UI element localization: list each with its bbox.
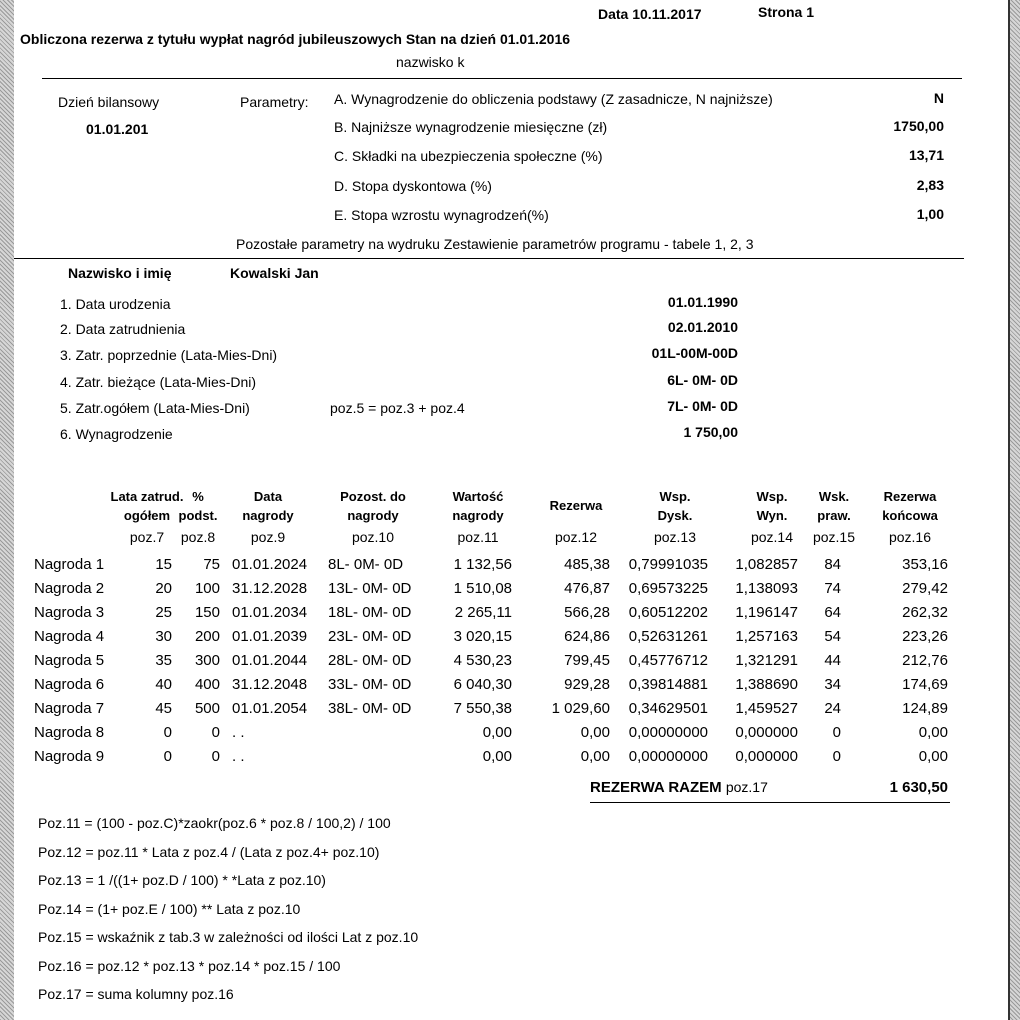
table-cell: 300	[194, 652, 220, 669]
table-cell: 1,257163	[735, 628, 798, 645]
table-cell: 75	[203, 556, 220, 573]
column-header-line: Wsk.	[818, 489, 850, 504]
table-cell: 84	[824, 556, 841, 573]
table-row	[14, 748, 1008, 772]
column-header-line: nagrody	[242, 508, 294, 523]
table-cell: 200	[194, 628, 220, 645]
column-header-line: Lata zatrud.	[110, 489, 184, 504]
table-cell: 13L- 0M- 0D	[328, 580, 412, 597]
row-label: Nagroda 1	[34, 556, 105, 573]
report-subtitle: nazwisko k	[396, 54, 465, 70]
params-note: Pozostałe parametry na wydruku Zestawienie parametrów programu - tabele 1, 2, 3	[236, 236, 754, 252]
table-cell: 31.12.2048	[232, 676, 308, 693]
table-cell: 33L- 0M- 0D	[328, 676, 412, 693]
row-label: Nagroda 8	[34, 724, 105, 741]
table-cell: 1,321291	[735, 652, 798, 669]
column-header-line: Rezerwa	[883, 489, 937, 504]
formula-line: Poz.16 = poz.12 * poz.13 * poz.14 * poz.15 / 100	[38, 957, 341, 974]
table-cell: 01.01.2054	[232, 700, 308, 717]
table-cell: 100	[194, 580, 220, 597]
total-poz: poz.17	[725, 779, 768, 795]
table-cell: 174,69	[902, 676, 948, 693]
table-cell: 35	[155, 652, 172, 669]
table-cell: 38L- 0M- 0D	[328, 700, 412, 717]
table-cell: 0	[163, 724, 172, 741]
row-label: Nagroda 7	[34, 700, 105, 717]
table-cell: 8L- 0M- 0D	[328, 556, 404, 573]
column-header-line: Wsp.	[756, 489, 788, 504]
table-row	[14, 556, 1008, 580]
table-cell: 15	[155, 556, 172, 573]
table-cell: 01.01.2034	[232, 604, 308, 621]
formula-line: Poz.14 = (1+ poz.E / 100) ** Lata z poz.10	[38, 900, 301, 917]
table-cell: 150	[194, 604, 220, 621]
row-label: Nagroda 4	[34, 628, 105, 645]
formula-line: Poz.12 = poz.11 * Lata z poz.4 / (Lata z poz.4+ poz.10)	[38, 843, 380, 860]
balance-day-label: Dzień bilansowy	[58, 94, 160, 110]
table-cell: 1,388690	[735, 676, 798, 693]
column-poz: poz.16	[888, 529, 932, 545]
table-cell: 0	[832, 748, 841, 765]
table-cell: 624,86	[564, 628, 610, 645]
person-field-label: 2. Data zatrudnienia	[60, 321, 186, 337]
report-date: Data 10.11.2017	[598, 6, 702, 22]
table-cell: 0,45776712	[628, 652, 708, 669]
person-field-formula: poz.5 = poz.3 + poz.4	[330, 400, 465, 416]
table-cell: 45	[155, 700, 172, 717]
table-cell: 28L- 0M- 0D	[328, 652, 412, 669]
table-cell: 566,28	[564, 604, 610, 621]
column-header-line: ogółem	[123, 508, 171, 523]
column-poz: poz.10	[351, 529, 395, 545]
person-field-value: 7L- 0M- 0D	[667, 398, 738, 414]
param-value: 1750,00	[893, 118, 944, 134]
column-header-line: nagrody	[347, 508, 399, 523]
column-poz: poz.11	[457, 529, 499, 545]
total-underline	[590, 802, 950, 803]
table-cell: 74	[824, 580, 841, 597]
table-row	[14, 724, 1008, 748]
param-text: C. Składki na ubezpieczenia społeczne (%)	[334, 148, 603, 164]
table-row	[14, 604, 1008, 628]
row-label: Nagroda 6	[34, 676, 105, 693]
table-cell: 0,00	[482, 724, 512, 741]
table-cell: 01.01.2024	[232, 556, 308, 573]
column-header-line: Rezerwa	[549, 498, 603, 513]
table-cell: 7 550,38	[453, 700, 512, 717]
table-row	[14, 700, 1008, 724]
table-cell: 30	[155, 628, 172, 645]
total-label	[590, 779, 768, 796]
column-header	[313, 487, 433, 525]
table-cell: . .	[232, 724, 245, 741]
table-cell: 262,32	[902, 604, 948, 621]
param-value: 2,83	[916, 177, 944, 193]
column-header	[850, 487, 970, 525]
table-row	[14, 652, 1008, 676]
table-cell: 6 040,30	[453, 676, 512, 693]
table-cell: 0,69573225	[628, 580, 708, 597]
table-cell: 212,76	[902, 652, 948, 669]
table-cell: 799,45	[564, 652, 610, 669]
column-poz: poz.15	[812, 529, 856, 545]
table-cell: 0,60512202	[628, 604, 708, 621]
table-cell: 64	[824, 604, 841, 621]
name-label: Nazwisko i imię	[68, 265, 172, 281]
column-header-line: podst.	[178, 508, 218, 523]
person-field-value: 02.01.2010	[667, 319, 738, 335]
report-page	[14, 0, 1010, 1020]
column-header	[208, 487, 328, 525]
column-poz: poz.12	[554, 529, 598, 545]
table-cell: 01.01.2039	[232, 628, 308, 645]
person-field-label: 1. Data urodzenia	[60, 296, 171, 312]
column-poz: poz.13	[653, 529, 697, 545]
left-margin	[0, 0, 14, 1020]
table-cell: 0,00000000	[628, 748, 708, 765]
person-field-value: 01.01.1990	[667, 294, 738, 310]
table-cell: 01.01.2044	[232, 652, 308, 669]
table-cell: 0,000000	[735, 748, 798, 765]
table-cell: 1 029,60	[551, 700, 610, 717]
column-header-line: Dysk.	[657, 508, 693, 523]
table-cell: 44	[824, 652, 841, 669]
person-field-label: 4. Zatr. bieżące (Lata-Mies-Dni)	[60, 374, 257, 390]
param-value: 13,71	[908, 147, 944, 163]
table-cell: 0,00000000	[628, 724, 708, 741]
column-header-line: %	[192, 489, 204, 504]
table-cell: 34	[824, 676, 841, 693]
param-text: A. Wynagrodzenie do obliczenia podstawy (Z zasadnicze, N najniższe)	[334, 91, 773, 107]
table-cell: 40	[155, 676, 172, 693]
row-label: Nagroda 3	[34, 604, 105, 621]
table-cell: 24	[824, 700, 841, 717]
formula-line: Poz.17 = suma kolumny poz.16	[38, 986, 234, 1002]
table-cell: 0,34629501	[628, 700, 708, 717]
person-field-value: 1 750,00	[683, 424, 738, 440]
table-cell: 0,00	[918, 748, 948, 765]
table-cell: 929,28	[564, 676, 610, 693]
table-cell: 1,196147	[735, 604, 798, 621]
table-cell: 2 265,11	[454, 604, 512, 621]
param-value: 1,00	[916, 206, 944, 222]
divider-top	[42, 78, 962, 79]
column-poz: poz.8	[180, 529, 216, 545]
table-cell: 0	[211, 724, 220, 741]
table-cell: 223,26	[902, 628, 948, 645]
table-cell: 1 132,56	[453, 556, 512, 573]
person-field-label: 5. Zatr.ogółem (Lata-Mies-Dni)	[60, 400, 250, 416]
balance-day-value: 01.01.201	[86, 121, 149, 137]
formula-line: Poz.11 = (100 - poz.C)*zaokr(poz.6 * poz.8 / 100,2) / 100	[38, 815, 391, 831]
table-cell: 20	[155, 580, 172, 597]
table-cell: 31.12.2028	[232, 580, 308, 597]
table-row	[14, 676, 1008, 700]
column-header-line: Wartość	[452, 489, 504, 504]
table-cell: 476,87	[564, 580, 610, 597]
column-header-line: końcowa	[882, 508, 938, 523]
param-text: E. Stopa wzrostu wynagrodzeń(%)	[334, 207, 549, 223]
table-cell: 500	[194, 700, 220, 717]
formula-line: Poz.15 = wskaźnik z tab.3 w zależności od ilości Lat z poz.10	[38, 929, 419, 945]
params-label: Parametry:	[240, 94, 309, 110]
table-row	[14, 628, 1008, 652]
table-cell: 353,16	[902, 556, 948, 573]
person-field-value: 6L- 0M- 0D	[667, 372, 738, 388]
table-cell: 485,38	[564, 556, 610, 573]
table-cell: 25	[155, 604, 172, 621]
report-title: Obliczona rezerwa z tytułu wypłat nagród jubileuszowych Stan na dzień 01.01.2016	[20, 31, 571, 47]
table-cell: 3 020,15	[453, 628, 512, 645]
table-cell: 4 530,23	[453, 652, 512, 669]
table-cell: 18L- 0M- 0D	[328, 604, 412, 621]
table-cell: 23L- 0M- 0D	[328, 628, 412, 645]
person-field-label: 3. Zatr. poprzednie (Lata-Mies-Dni)	[60, 347, 278, 363]
param-value: N	[933, 90, 944, 106]
table-cell: 1,459527	[735, 700, 798, 717]
table-cell: 0,00	[482, 748, 512, 765]
table-cell: 1 510,08	[453, 580, 512, 597]
table-cell: 0	[163, 748, 172, 765]
person-field-value: 01L-00M-00D	[651, 345, 738, 361]
column-header-line: nagrody	[452, 508, 504, 523]
column-header-line: Pozost. do	[340, 489, 406, 504]
table-cell: 0	[832, 724, 841, 741]
column-poz: poz.7	[129, 529, 165, 545]
param-text: D. Stopa dyskontowa (%)	[334, 178, 492, 194]
page-number: Strona 1	[758, 4, 815, 20]
column-poz: poz.9	[250, 529, 286, 545]
param-text: B. Najniższe wynagrodzenie miesięczne (zł)	[334, 119, 608, 135]
row-label: Nagroda 5	[34, 652, 105, 669]
table-cell: 0,00	[580, 748, 610, 765]
table-row	[14, 580, 1008, 604]
row-label: Nagroda 2	[34, 580, 105, 597]
table-cell: 0,000000	[735, 724, 798, 741]
total-label-text: REZERWA RAZEM	[590, 779, 722, 796]
table-cell: 1,138093	[735, 580, 798, 597]
table-cell: 0,79991035	[628, 556, 708, 573]
table-cell: 0,39814881	[628, 676, 708, 693]
column-header-line: Wyn.	[756, 508, 788, 523]
table-cell: . .	[232, 748, 245, 765]
column-header-line: Data	[253, 489, 283, 504]
table-cell: 54	[824, 628, 841, 645]
column-poz: poz.14	[750, 529, 794, 545]
total-value: 1 630,50	[889, 779, 948, 796]
table-cell: 0,00	[918, 724, 948, 741]
table-cell: 0,52631261	[628, 628, 708, 645]
person-field-label: 6. Wynagrodzenie	[60, 426, 173, 442]
table-cell: 1,082857	[735, 556, 798, 573]
table-cell: 279,42	[902, 580, 948, 597]
column-header-line: Wsp.	[659, 489, 691, 504]
table-cell: 400	[194, 676, 220, 693]
table-cell: 0	[211, 748, 220, 765]
table-cell: 124,89	[902, 700, 948, 717]
column-header-line: praw.	[817, 508, 851, 523]
table-cell: 0,00	[580, 724, 610, 741]
divider-params	[14, 258, 964, 259]
name-value: Kowalski Jan	[230, 265, 319, 281]
formula-line: Poz.13 = 1 /((1+ poz.D / 100) * *Lata z poz.10)	[38, 872, 326, 888]
row-label: Nagroda 9	[34, 748, 105, 765]
